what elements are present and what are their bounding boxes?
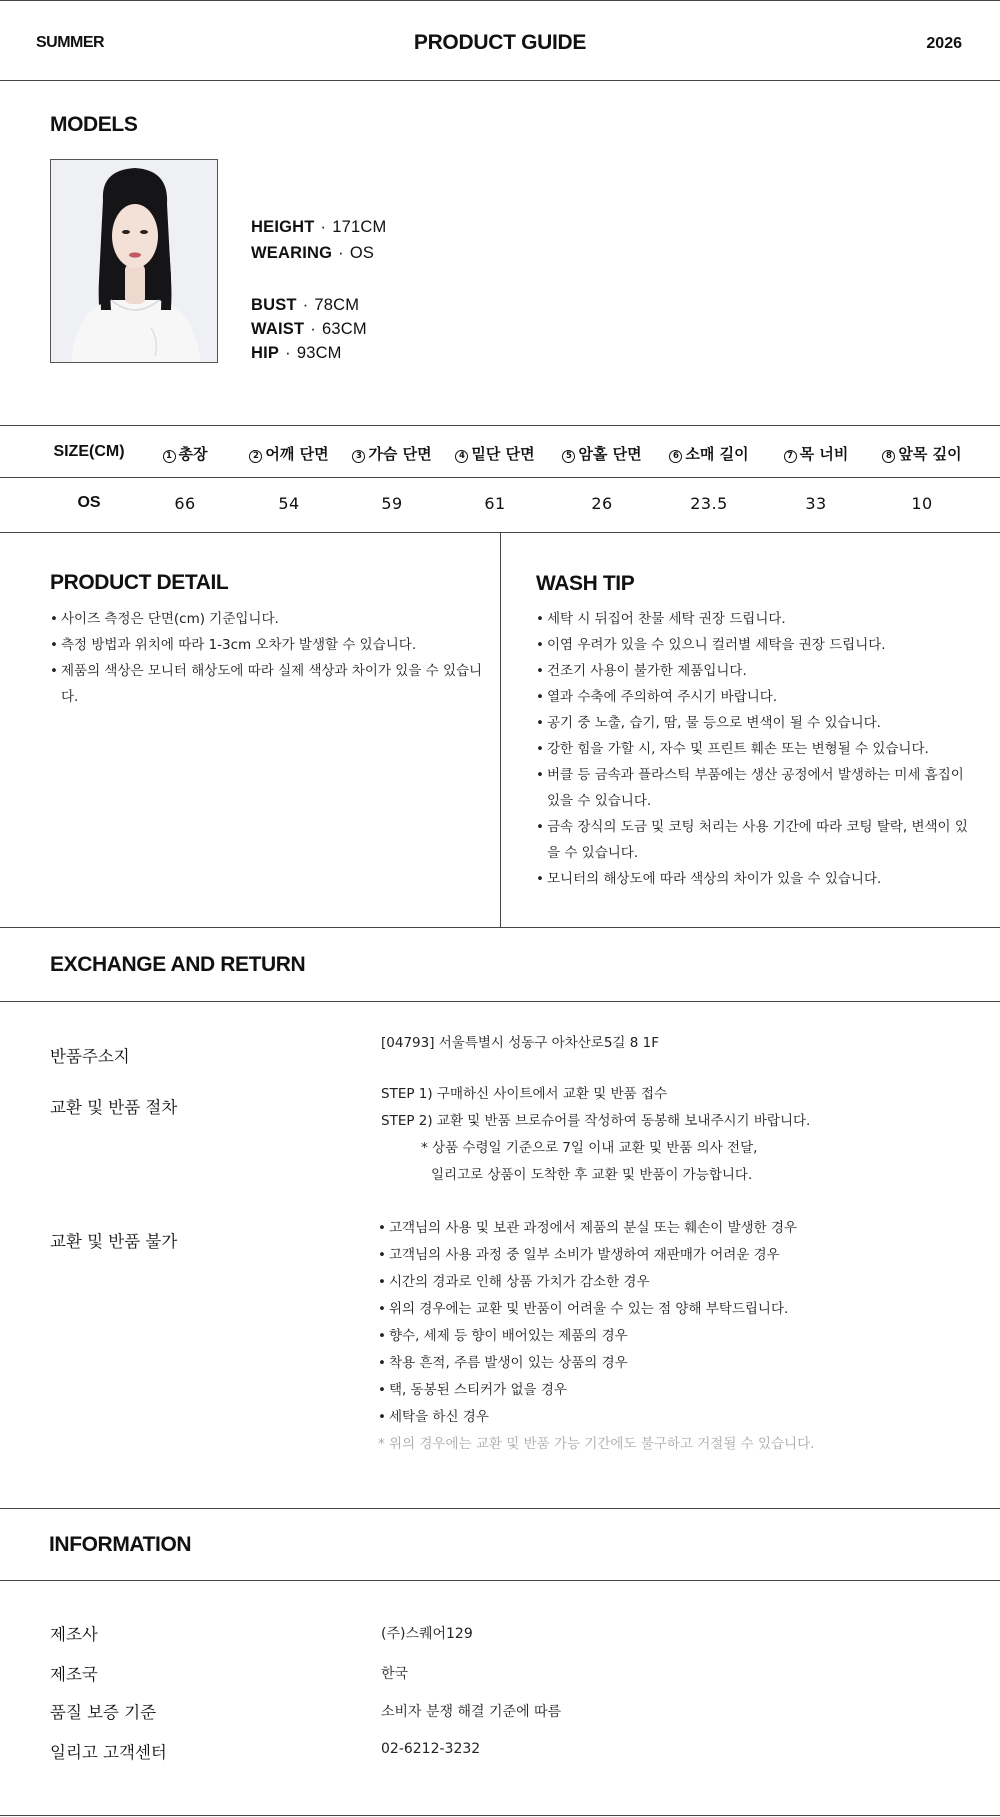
year-label: 2026 <box>926 35 962 52</box>
wash-tip-list <box>536 606 976 892</box>
size-col-8: 8 앞목 깊이 <box>874 443 970 464</box>
manufacturer-label: 제조사 <box>50 1625 98 1644</box>
warranty-value: 소비자 분쟁 해결 기준에 따름 <box>381 1704 562 1720</box>
header-divider <box>0 80 1000 81</box>
size-col-2: 2 어깨 단면 <box>242 443 336 464</box>
list-item: • 시간의 경과로 인해 상품 가치가 감소한 경우 <box>378 1269 978 1296</box>
size-value-8: 10 <box>911 494 933 513</box>
stat-waist: WAIST · 63CM <box>251 320 367 338</box>
size-col-6: 6 소매 길이 <box>662 443 756 464</box>
stat-hip: HIP · 93CM <box>251 344 342 362</box>
detail-column-divider <box>500 532 501 928</box>
not-allowed-label: 교환 및 반품 불가 <box>50 1232 178 1251</box>
stat-height: HEIGHT · 171CM <box>251 218 387 236</box>
exchange-bottom-border <box>0 1508 1000 1509</box>
procedure-note-2: 일리고로 상품이 도착한 후 교환 및 반품이 가능합니다. <box>431 1167 753 1183</box>
list-item: • 버클 등 금속과 플라스틱 부품에는 생산 공정에서 발생하는 미세 흠집이 있을 수 있습니다. <box>536 762 976 814</box>
size-col-3: 3 가슴 단면 <box>345 443 439 464</box>
model-photo-illustration <box>51 160 218 363</box>
detail-bottom-border <box>0 927 1000 928</box>
size-value-5: 26 <box>591 494 613 513</box>
size-table-mid-border <box>0 477 1000 478</box>
not-allowed-list <box>378 1215 978 1431</box>
list-item: • 강한 힘을 가할 시, 자수 및 프린트 훼손 또는 변형될 수 있습니다. <box>536 736 976 762</box>
procedure-note-1: * 상품 수령일 기준으로 7일 이내 교환 및 반품 의사 전달, <box>421 1140 758 1156</box>
list-item: • 세탁 시 뒤집어 찬물 세탁 권장 드립니다. <box>536 606 976 632</box>
bottom-border <box>0 1815 1000 1816</box>
size-value-7: 33 <box>805 494 827 513</box>
product-detail-title: PRODUCT DETAIL <box>50 571 229 594</box>
procedure-label: 교환 및 반품 절차 <box>50 1098 178 1117</box>
country-value: 한국 <box>381 1666 409 1682</box>
size-row-label: OS <box>77 494 101 511</box>
list-item: • 고객님의 사용 과정 중 일부 소비가 발생하여 재판매가 어려운 경우 <box>378 1242 978 1269</box>
models-title: MODELS <box>50 113 138 136</box>
size-value-4: 61 <box>484 494 506 513</box>
customer-center-label: 일리고 고객센터 <box>50 1743 167 1762</box>
list-item: • 건조기 사용이 불가한 제품입니다. <box>536 658 976 684</box>
model-photo <box>50 159 218 363</box>
page-title: PRODUCT GUIDE <box>413 31 587 54</box>
top-border <box>0 0 1000 1</box>
information-title: INFORMATION <box>49 1533 192 1556</box>
list-item: • 향수, 세제 등 향이 배어있는 제품의 경우 <box>378 1323 978 1350</box>
return-address: [04793] 서울특별시 성동구 아차산로5길 8 1F <box>381 1035 660 1051</box>
stat-wearing: WEARING · OS <box>251 244 375 262</box>
return-address-label: 반품주소지 <box>50 1047 130 1066</box>
manufacturer-value: (주)스퀘어129 <box>381 1626 473 1642</box>
list-item: • 고객님의 사용 및 보관 과정에서 제품의 분실 또는 훼손이 발생한 경우 <box>378 1215 978 1242</box>
customer-center-phone: 02-6212-3232 <box>381 1741 481 1757</box>
stat-bust: BUST · 78CM <box>251 296 360 314</box>
size-col-5: 5 암홀 단면 <box>555 443 649 464</box>
exchange-title: EXCHANGE AND RETURN <box>50 953 306 976</box>
list-item: • 측정 방법과 위치에 따라 1-3cm 오차가 발생할 수 있습니다. <box>50 632 490 658</box>
refusal-note: * 위의 경우에는 교환 및 반품 가능 기간에도 불구하고 거절될 수 있습니다. <box>378 1436 815 1452</box>
size-col-7: 7 목 너비 <box>769 443 863 464</box>
season-label: SUMMER <box>36 34 105 51</box>
exchange-divider <box>0 1001 1000 1002</box>
country-label: 제조국 <box>50 1665 98 1684</box>
wash-tip-title: WASH TIP <box>536 572 635 595</box>
list-item: • 금속 장식의 도금 및 코팅 처리는 사용 기간에 따라 코팅 탈락, 변색이 있을 수 있습니다. <box>536 814 976 866</box>
list-item: • 착용 흔적, 주름 발생이 있는 상품의 경우 <box>378 1350 978 1377</box>
list-item: • 사이즈 측정은 단면(cm) 기준입니다. <box>50 606 490 632</box>
information-divider <box>0 1580 1000 1581</box>
procedure-step-1: STEP 1) 구매하신 사이트에서 교환 및 반품 접수 <box>381 1086 668 1102</box>
list-item: • 열과 수축에 주의하여 주시기 바랍니다. <box>536 684 976 710</box>
size-value-3: 59 <box>381 494 403 513</box>
list-item: • 이염 우려가 있을 수 있으니 컬러별 세탁을 권장 드립니다. <box>536 632 976 658</box>
list-item: • 위의 경우에는 교환 및 반품이 어려울 수 있는 점 양해 부탁드립니다. <box>378 1296 978 1323</box>
product-detail-list <box>50 606 490 710</box>
list-item: • 택, 동봉된 스티커가 없을 경우 <box>378 1377 978 1404</box>
size-col-4: 4 밑단 단면 <box>448 443 542 464</box>
list-item: • 제품의 색상은 모니터 해상도에 따라 실제 색상과 차이가 있을 수 있습니다. <box>50 658 490 710</box>
list-item: • 공기 중 노출, 습기, 땀, 물 등으로 변색이 될 수 있습니다. <box>536 710 976 736</box>
size-value-1: 66 <box>174 494 196 513</box>
size-value-2: 54 <box>278 494 300 513</box>
size-header-label: SIZE(CM) <box>53 443 125 460</box>
size-table-top-border <box>0 425 1000 426</box>
size-col-1: 1 총장 <box>145 443 225 464</box>
list-item: • 세탁을 하신 경우 <box>378 1404 978 1431</box>
warranty-label: 품질 보증 기준 <box>50 1703 157 1722</box>
size-value-6: 23.5 <box>690 494 728 513</box>
list-item: • 모니터의 해상도에 따라 색상의 차이가 있을 수 있습니다. <box>536 866 976 892</box>
procedure-step-2: STEP 2) 교환 및 반품 브로슈어를 작성하여 동봉해 보내주시기 바랍니다. <box>381 1113 811 1129</box>
